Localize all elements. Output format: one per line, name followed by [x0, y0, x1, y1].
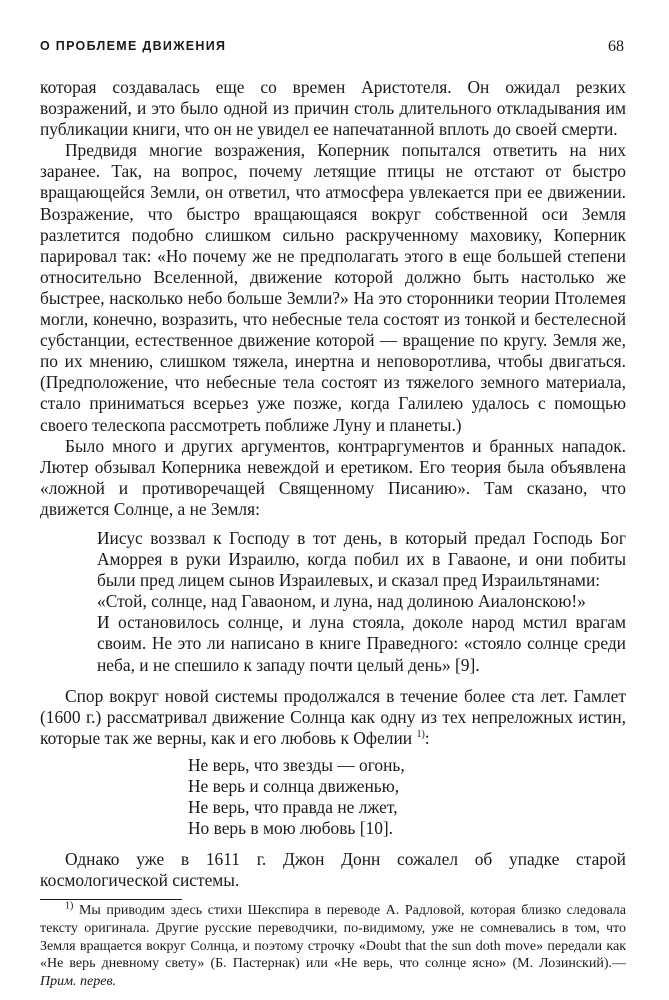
paragraph-luther: Было много и других аргументов, контраргументов и бранных нападок. Лютер обзывал Коперника невеждой и еретиком. Его теория была объявлена «ложной и противоречащей Священному Писанию». Там сказано, что движется Солнце, а не Земля:: [40, 435, 626, 519]
footnote-translator-note: Прим. перев.: [40, 973, 117, 989]
paragraph-copernicus: Предвидя многие возражения, Коперник попытался ответить на них заранее. Так, на вопрос, почему летящие птицы не отстают от быстро вращающейся Земли, он ответил, что атмосфера увлекается при ее движении. Возражение, что быстро вращающаяся вокруг собственной оси Земля разлетится подобно слишком сильно раскрученному маховику, Коперник парировал так: «Но почему же не предполагать этого в еще большей степени относительно Вселенной, движение которой должно быть настолько же быстрее, насколько небо больше Земли?» На это сторонники теории Птолемея могли, конечно, возразить, что небесные тела состоят из тонкой и бестелесной субстанции, естественное движение которой — вращение по кругу. Земля же, по их мнению, слишком тяжела, инертна и неповоротлива, чтобы двигаться. (Предположение, что небесные тела состоят из тяжелого земного материала, стало приниматься всерьез уже позже, когда Галилею удалось с помощью своего телескопа рассмотреть поближе Луну и планеты.): [40, 140, 626, 435]
paragraph-aristotle: которая создавалась еще со времен Аристотеля. Он ожидал резких возражений, и это было одной из причин столь длительного откладывания им публикации книги, что он не увидел ее напечатанной вплоть до своей смерти.: [40, 77, 626, 140]
verse-line: Не верь и солнца движенью,: [188, 776, 400, 796]
quote-line: И остановилось солнце, и луна стояла, доколе народ мстил врагам своим. Не это ли написано в книге Праведного: «стояло солнце среди неба, и не спешило к западу почти целый день» [9].: [97, 612, 626, 675]
page-header: [40, 30, 626, 60]
document-page: [40, 30, 626, 990]
footnote-reference: 1): [416, 729, 425, 741]
running-head: О ПРОБЛЕМЕ ДВИЖЕНИЯ: [40, 39, 227, 53]
quote-line: «Стой, солнце, над Гаваоном, и луна, над долиною Аиалонскою!»: [97, 591, 586, 612]
hamlet-text: Спор вокруг новой системы продолжался в течение более ста лет. Гамлет (1600 г.) рассматривал движение Солнца как одну из тех непреложных истин, которые так же верны, как и его любовь к Офелии: [40, 685, 626, 748]
verse-line: Но верь в мою любовь [10].: [188, 818, 394, 839]
verse-line: Не верь, что звезды — огонь,: [188, 754, 405, 775]
scripture-quote: [97, 528, 626, 676]
footnote-marker: 1): [65, 900, 74, 912]
verse-line: Не верь, что правда не лжет,: [188, 797, 398, 818]
paragraph-hamlet: Спор вокруг новой системы продолжался в течение более ста лет. Гамлет (1600 г.) рассматривал движение Солнца как одну из тех непреложных истин, которые так же верны, как и его любовь к Офелии $^{1)}$:: [40, 685, 626, 748]
quote-line: Иисус воззвал к Господу в тот день, в который предал Господь Бог Аморрея в руки Израилю, когда побил их в Гаваоне, и они побиты были пред лицем сынов Израилевых, и сказал пред Израильтянами:: [97, 527, 626, 591]
footnote: [40, 902, 626, 990]
footnote-divider: [40, 899, 182, 900]
footnote-text: Мы приводим здесь стихи Шекспира в переводе А. Радловой, которая близко следовала тексту оригинала. Другие русские переводчики, по-видимому, уже не сомневались в том, что Земля вращается вокруг Солнца, и поэтому строчку «Doubt that the sun doth move» передали как «Не верь дневному свету» (Б. Пастернак) или «Не верь, что солнце ясно» (М. Лозинский).—: [40, 903, 626, 972]
shakespeare-verse: [188, 755, 626, 839]
page-number: 68: [608, 38, 624, 55]
body-text-hamlet: [40, 686, 626, 749]
body-text-donne: [40, 849, 626, 891]
body-text: [40, 77, 626, 520]
paragraph-donne: Однако уже в 1611 г. Джон Донн сожалел об упадке старой космологической системы.: [40, 849, 626, 891]
